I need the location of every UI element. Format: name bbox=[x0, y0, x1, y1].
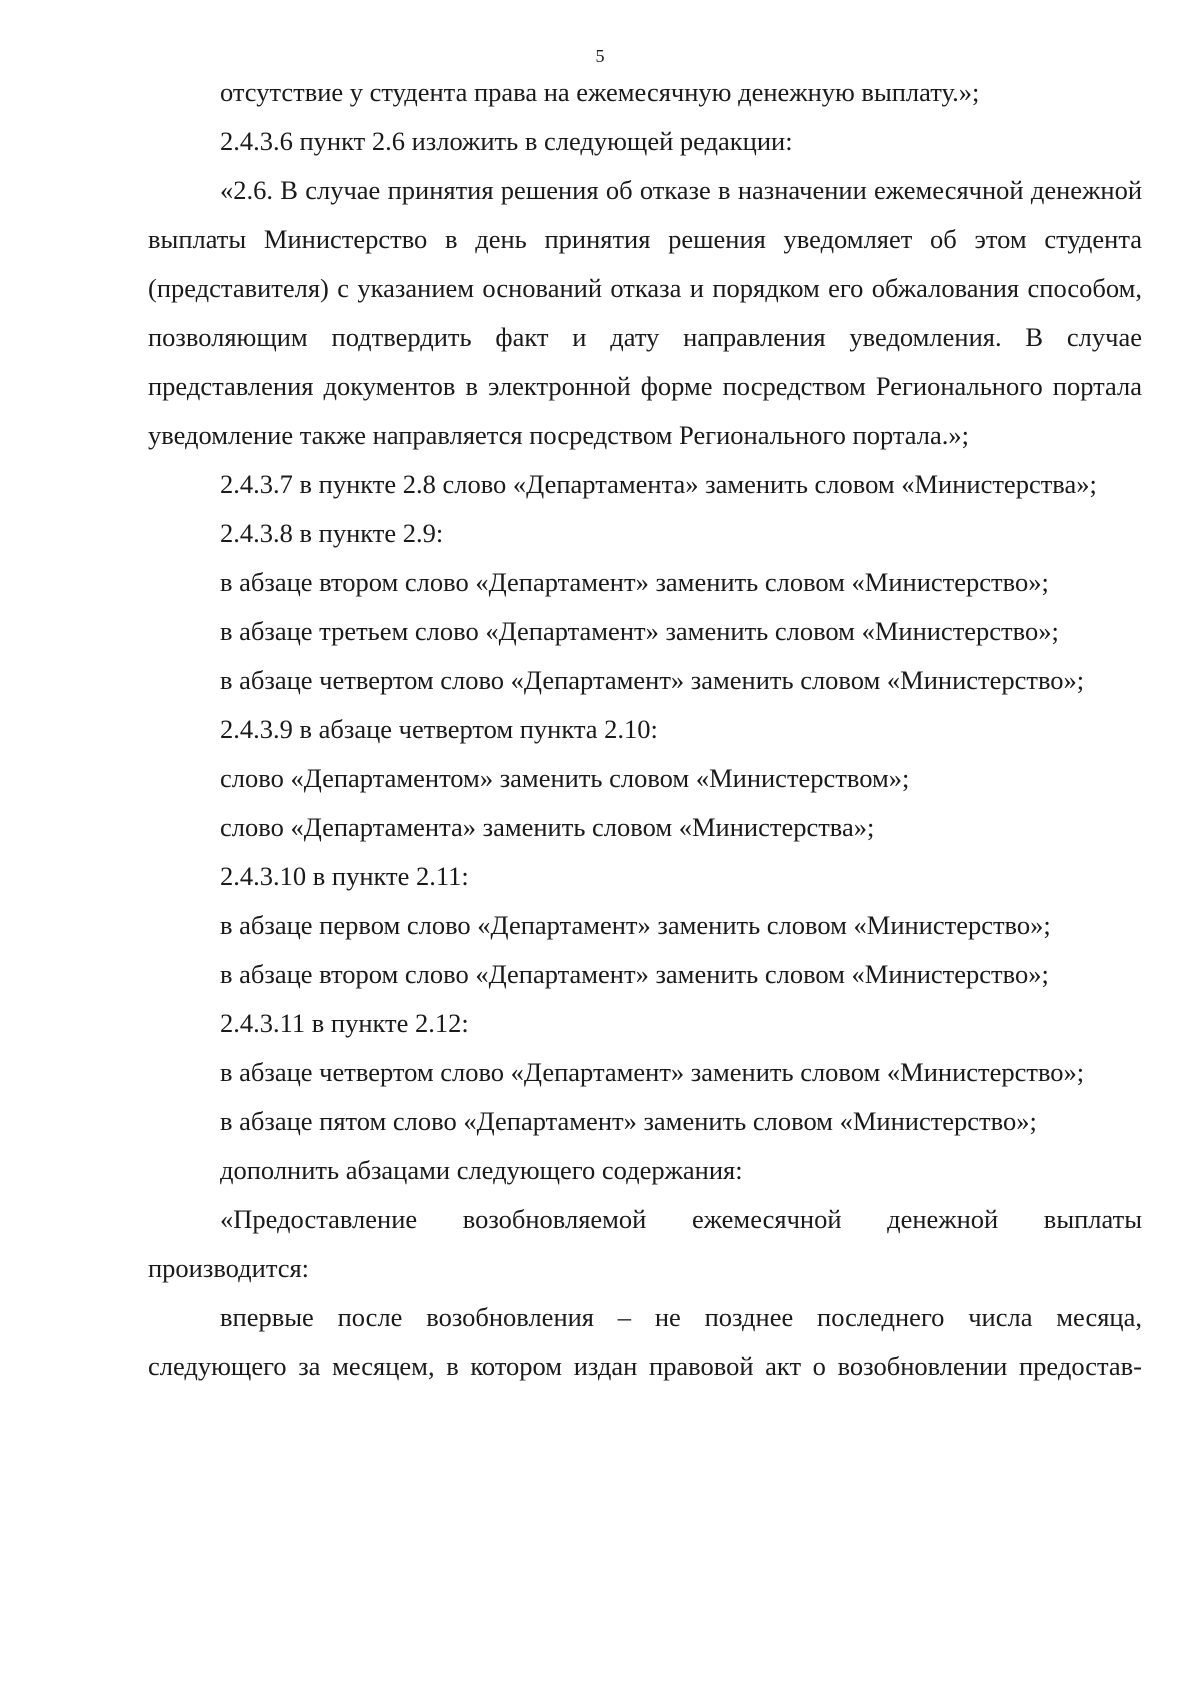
paragraph: в абзаце втором слово «Департамент» заменить словом «Министерство»; bbox=[220, 567, 1049, 597]
paragraph: «2.6. В случае принятия решения об отказе в назначении ежемесячной денежной выплаты Министерство в день принятия решения уведомляет об этом студента (представителя) с указанием оснований отказа и порядком его обжалования способом, позволяющим подтвердить факт и дату направления уведомления. В случае представления документов в электронной форме посредством Регионального портала уведомление также направляется посредством Регионального портала.»; bbox=[148, 175, 1142, 450]
paragraph: в абзаце четвертом слово «Департамент» заменить словом «Министерство»; bbox=[220, 1057, 1085, 1087]
paragraph: слово «Департаментом» заменить словом «Министерством»; bbox=[220, 763, 910, 793]
paragraph: в абзаце первом слово «Департамент» заменить словом «Министерство»; bbox=[220, 910, 1051, 940]
paragraph: 2.4.3.10 в пункте 2.11: bbox=[220, 861, 469, 891]
page-number: 5 bbox=[595, 46, 605, 66]
paragraph: слово «Департамента» заменить словом «Министерства»; bbox=[220, 812, 875, 842]
paragraph: впервые после возобновления – не позднее последнего числа месяца, следующего за месяцем, в котором издан правовой акт о возобновлении предостав- bbox=[148, 1302, 1142, 1381]
paragraph: в абзаце третьем слово «Департамент» заменить словом «Министерство»; bbox=[220, 616, 1059, 646]
paragraph: отсутствие у студента права на ежемесячную денежную выплату.»; bbox=[220, 77, 980, 107]
paragraph: в абзаце пятом слово «Департамент» заменить словом «Министерство»; bbox=[220, 1106, 1037, 1136]
paragraph: в абзаце втором слово «Департамент» заменить словом «Министерство»; bbox=[220, 959, 1049, 989]
document-body bbox=[148, 68, 1142, 1391]
paragraph: 2.4.3.11 в пункте 2.12: bbox=[220, 1008, 469, 1038]
paragraph: 2.4.3.9 в абзаце четвертом пункта 2.10: bbox=[220, 714, 658, 744]
paragraph: 2.4.3.6 пункт 2.6 изложить в следующей редакции: bbox=[220, 126, 793, 156]
paragraph: 2.4.3.8 в пункте 2.9: bbox=[220, 518, 444, 548]
paragraph: 2.4.3.7 в пункте 2.8 слово «Департамента» заменить словом «Министерства»; bbox=[220, 469, 1097, 499]
paragraph: дополнить абзацами следующего содержания: bbox=[220, 1155, 743, 1185]
paragraph: в абзаце четвертом слово «Департамент» заменить словом «Министерство»; bbox=[220, 665, 1085, 695]
paragraph: «Предоставление возобновляемой ежемесячной денежной выплаты производится: bbox=[148, 1204, 1142, 1283]
